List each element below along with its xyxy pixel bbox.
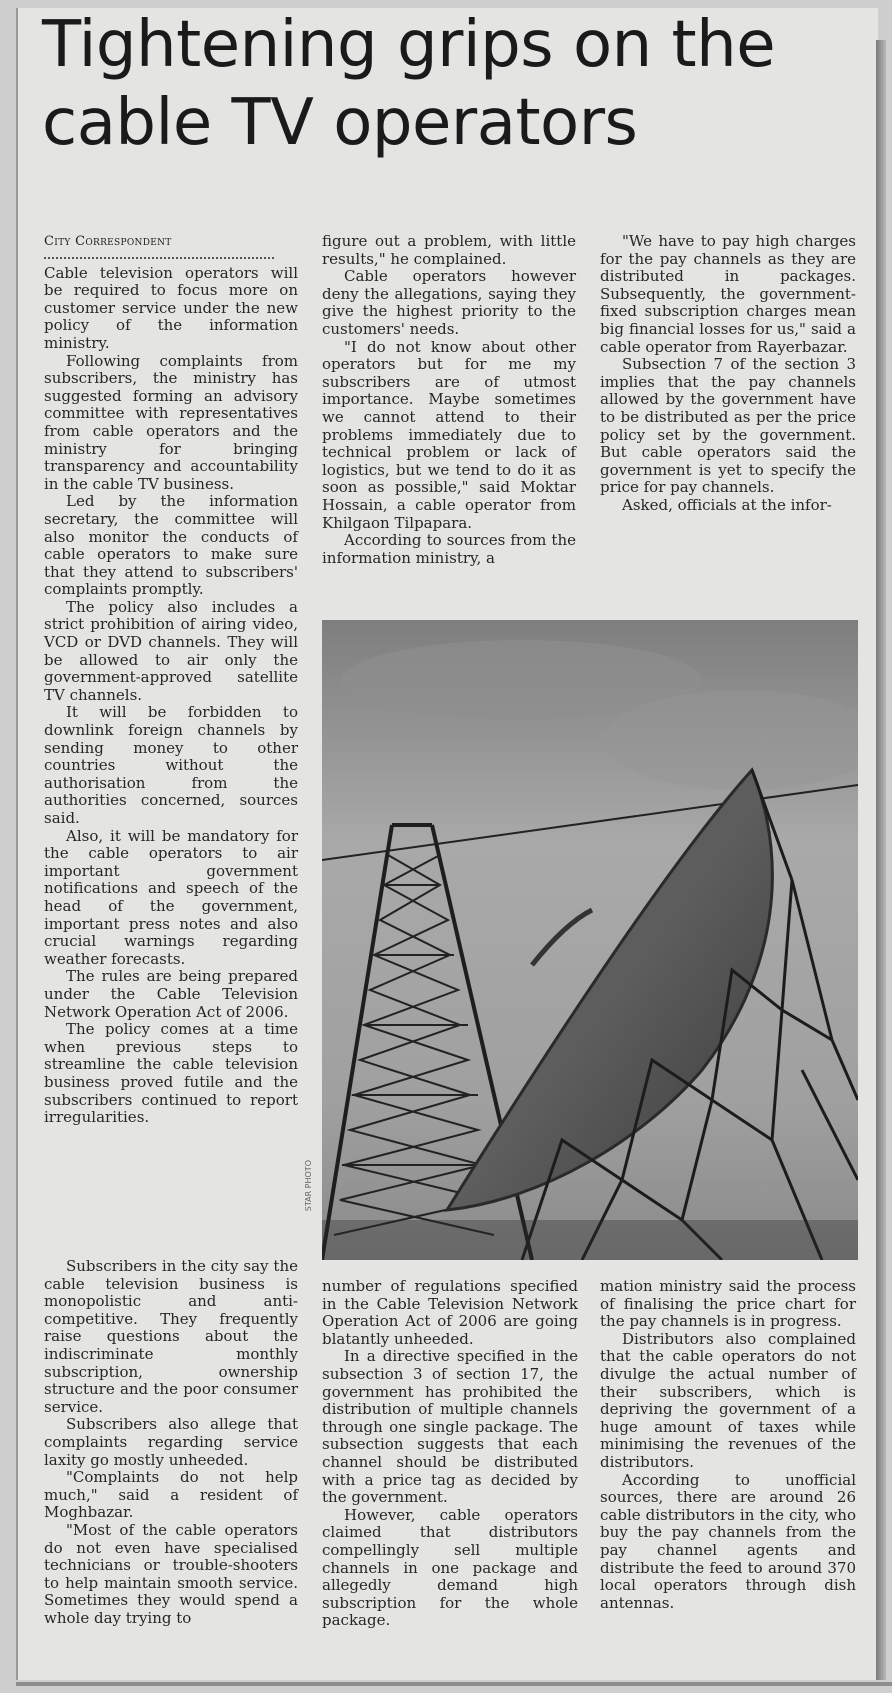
paragraph: Led by the information secretary, the committee will also monitor the conducts of cable operators to make sure that they attend to subscribers' complaints promptly. [44, 492, 298, 599]
paragraph: mation ministry said the process of finalising the price chart for the pay channels is in progress. [600, 1277, 856, 1331]
column-1-continued [44, 1258, 298, 1627]
paragraph: number of regulations specified in the Cable Television Network Operation Act of 2006 are going blatantly unheeded. [322, 1277, 578, 1348]
paragraph: "We have to pay high charges for the pay channels as they are distributed in packages. Subsequently, the government-fixed subscription charges mean big financial losses for us," said a cable operator from Rayerbazar. [600, 232, 856, 356]
paragraph: figure out a problem, with little results," he complained. [322, 232, 576, 268]
paragraph: Subscribers also allege that complaints regarding service laxity go mostly unheeded. [44, 1415, 298, 1469]
paragraph: Cable operators however deny the allegations, saying they give the highest priority to the customers' needs. [322, 267, 576, 338]
column-2-continued [322, 1278, 578, 1630]
paragraph: The rules are being prepared under the Cable Television Network Operation Act of 2006. [44, 967, 298, 1021]
satellite-dish-illustration [322, 620, 858, 1260]
paragraph: Following complaints from subscribers, the ministry has suggested forming an advisory committee with representatives from cable operators and the ministry for bringing transparency and accountability in the cable TV business. [44, 351, 298, 493]
headline: Tightening grips on the cable TV operators [42, 8, 776, 160]
paragraph: The policy also includes a strict prohibition of airing video, VCD or DVD channels. They will be allowed to air only the government-approved satellite TV channels. [44, 597, 298, 704]
column-2 [322, 233, 576, 567]
column-1 [44, 233, 298, 1127]
page-edge-shadow [876, 40, 886, 1680]
paragraph: Subscribers in the city say the cable television business is monopolistic and anti-competitive. They frequently raise questions about the indiscriminate monthly subscription, ownership structure and the poor consumer service. [44, 1257, 298, 1416]
byline: City Correspondent [44, 233, 274, 259]
column-3-continued [600, 1278, 856, 1612]
paragraph: "I do not know about other operators but for me my subscribers are of utmost importance. Maybe sometimes we cannot attend to their problems immediately due to technical problem or lack of logistics, but we tend to do it as soon as possible," said Moktar Hossain, a cable operator from Khilgaon Tilpapara. [322, 337, 576, 532]
column-3 [600, 233, 856, 515]
paragraph: In a directive specified in the subsection 3 of section 17, the government has prohibited the distribution of multiple channels through one single package. The subsection suggests that each channel should be distributed with a price tag as decided by the government. [322, 1347, 578, 1507]
paragraph: Cable television operators will be required to focus more on customer service under the new policy of the information ministry. [44, 263, 298, 352]
bottom-rule [16, 1682, 892, 1686]
paragraph: However, cable operators claimed that distributors compellingly sell multiple channels in one package and allegedly demand high subscription for the whole package. [322, 1505, 578, 1630]
paragraph: The policy comes at a time when previous steps to streamline the cable television business proved futile and the subscribers continued to report irregularities. [44, 1020, 298, 1127]
satellite-dish-photo [322, 620, 858, 1260]
paragraph: Subsection 7 of the section 3 implies that the pay channels allowed by the government have to be distributed as per the price policy set by the government. But cable operators said the government is yet to specify the price for pay channels. [600, 355, 856, 497]
paragraph: "Most of the cable operators do not even have specialised technicians or trouble-shooters to help maintain smooth service. Sometimes they would spend a whole day trying to [44, 1520, 298, 1627]
paragraph: "Complaints do not help much," said a resident of Moghbazar. [44, 1468, 298, 1522]
paragraph: Distributors also complained that the cable operators do not divulge the actual number of their subscribers, which is depriving the government of a huge amount of taxes while minimising the revenues of the distributors. [600, 1329, 856, 1471]
paragraph: Asked, officials at the infor- [622, 495, 832, 514]
paragraph: According to sources from the information ministry, a [322, 531, 576, 567]
paragraph: According to unofficial sources, there are around 26 cable distributors in the city, who buy the pay channels from the pay channel agents and distribute the feed to around 370 local operators through dish antennas. [600, 1470, 856, 1612]
paragraph: It will be forbidden to downlink foreign channels by sending money to other countries without the authorisation from the authorities concerned, sources said. [44, 703, 298, 827]
photo-credit: STAR PHOTO [304, 1160, 313, 1212]
paragraph: Also, it will be mandatory for the cable operators to air important government notifications and speech of the head of the government, important press notes and also crucial warnings regarding weather forecasts. [44, 826, 298, 968]
